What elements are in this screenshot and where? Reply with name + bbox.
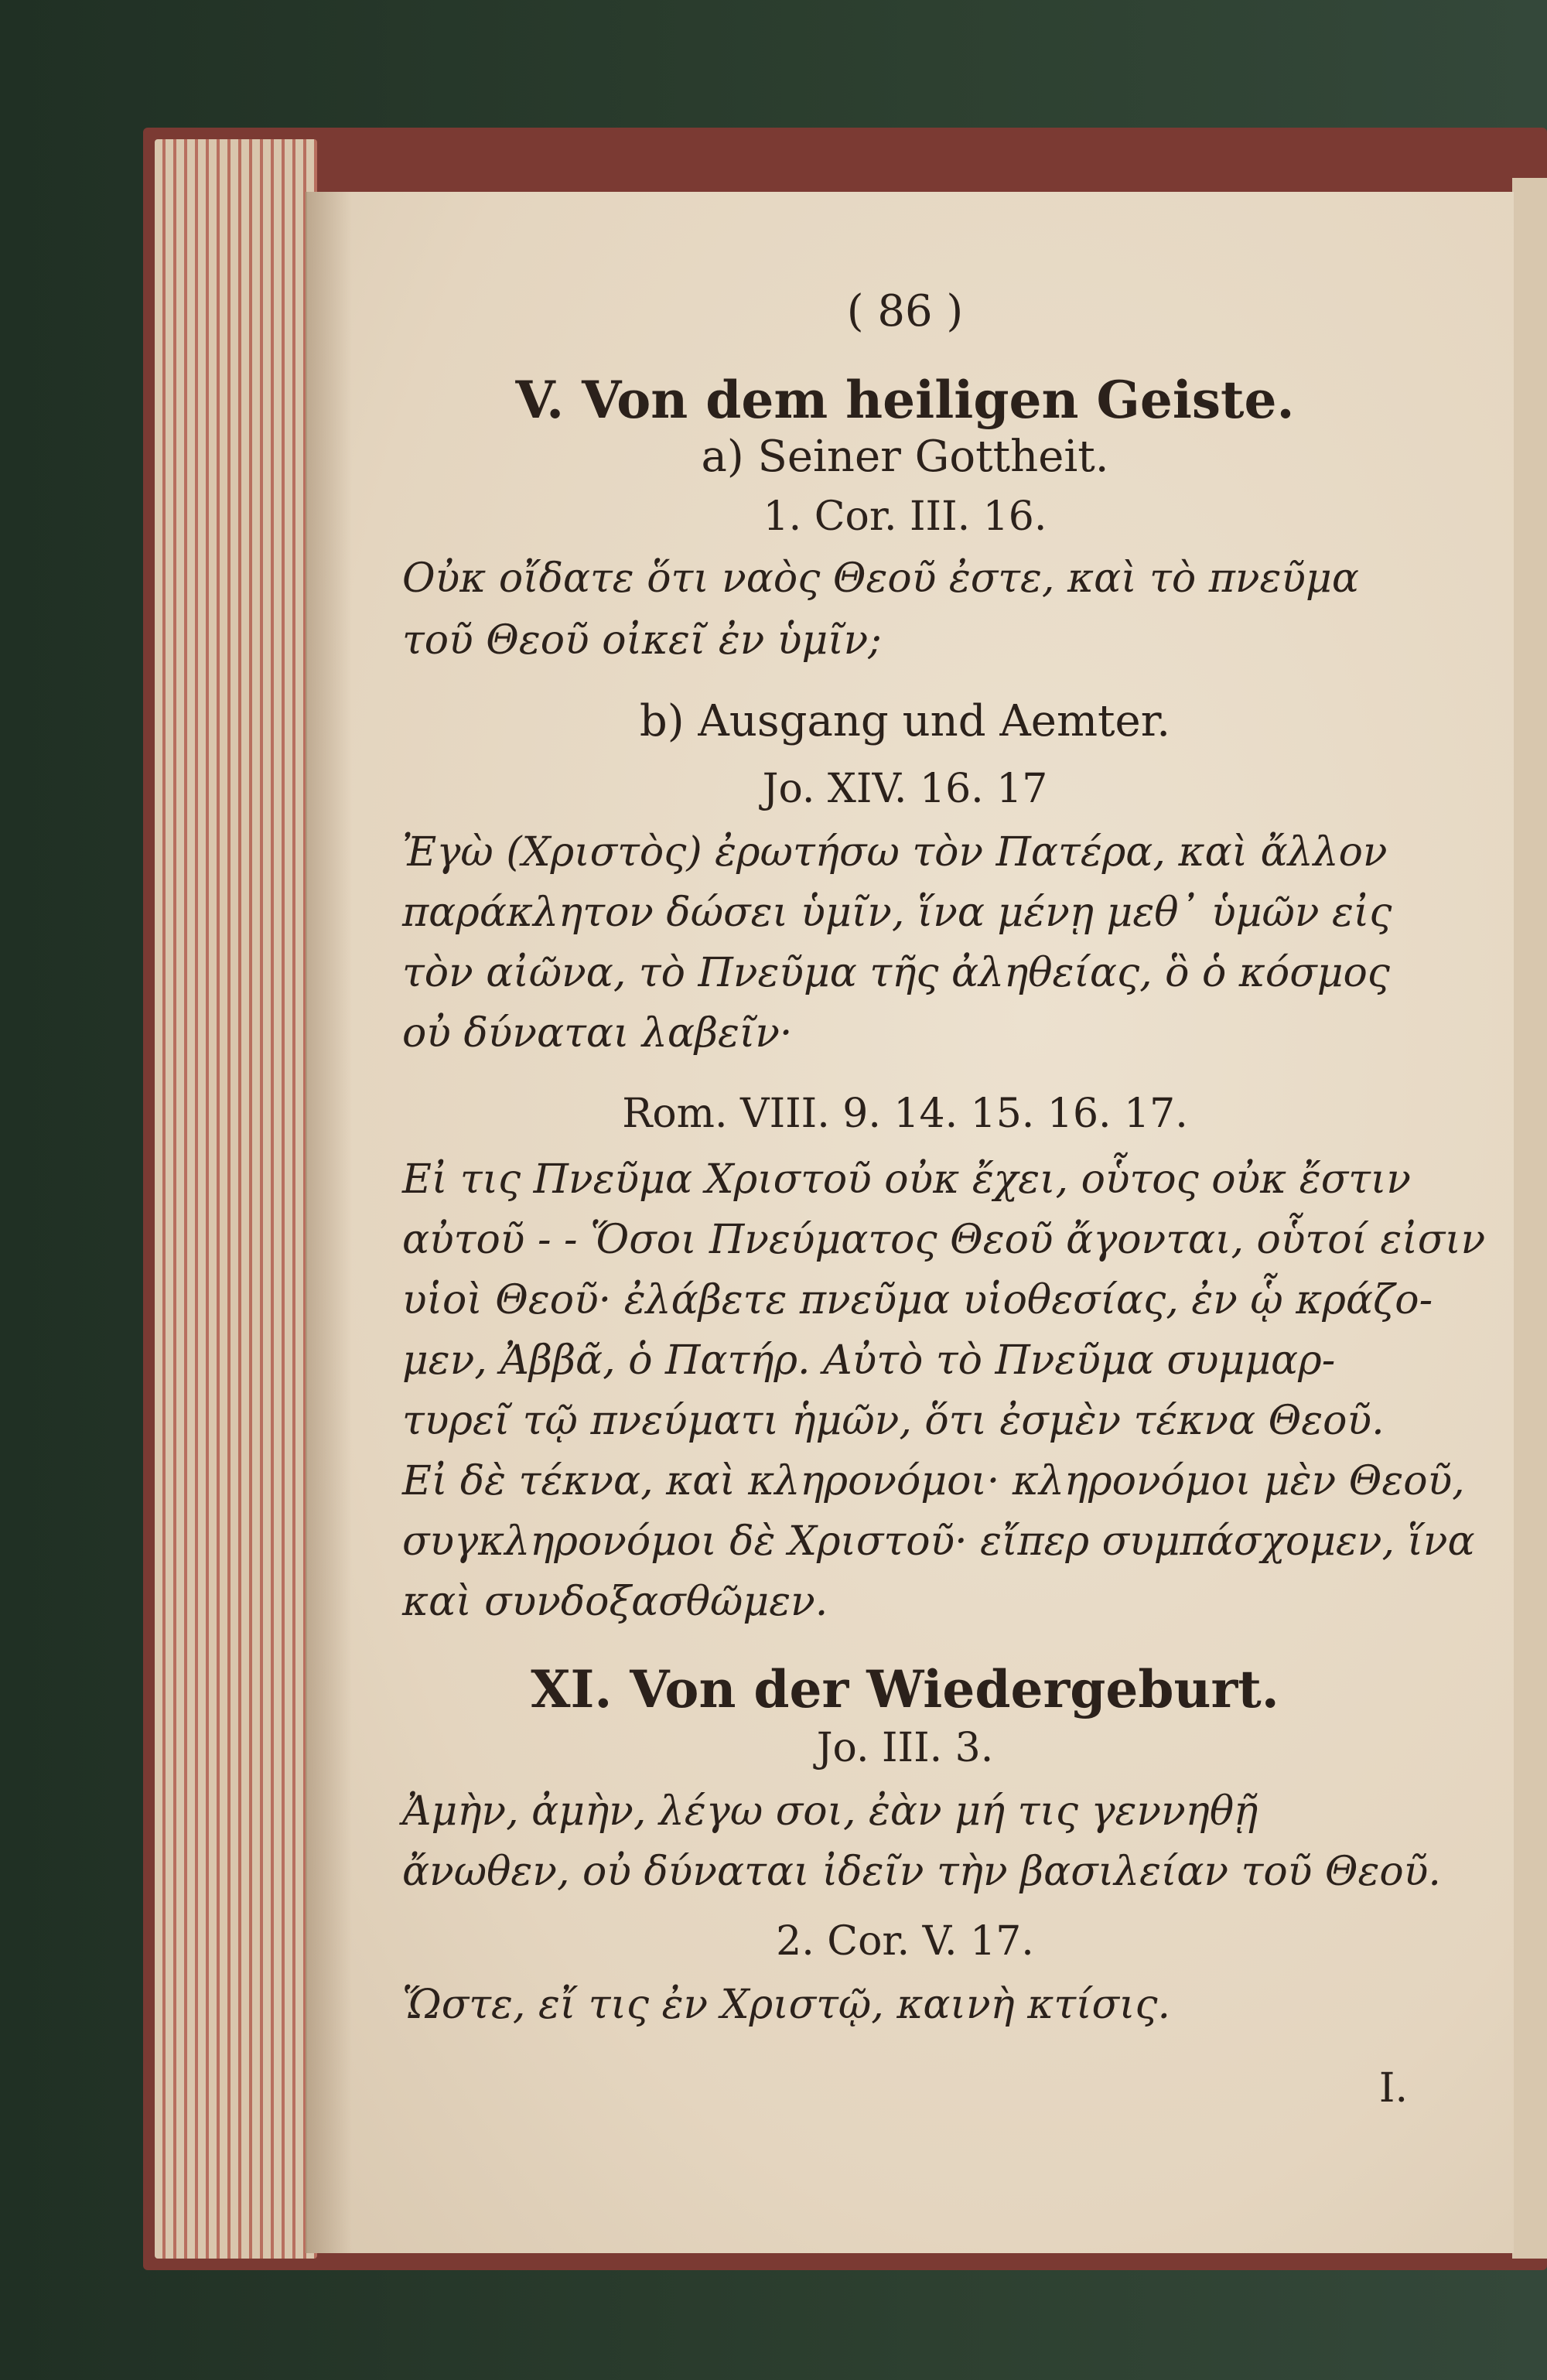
text-line: μεν, Ἀββᾶ, ὁ Πατήρ. Αὐτὸ τὸ Πνεῦμα συμμαρ- [402,1337,1336,1384]
catchword: I. [1378,2065,1408,2112]
text-line: ἄνωθεν, οὐ δύναται ἰδεῖν τὴν βασιλείαν τοῦ Θεοῦ. [402,1849,1441,1895]
reference-1: 1. Cor. III. 16. [763,493,1047,540]
text-line: αὐτοῦ - - Ὅσοι Πνεύματος Θεοῦ ἄγονται, οὗτοί εἰσιν [402,1217,1486,1263]
text-line: τοῦ Θεοῦ οἰκεῖ ἐν ὑμῖν; [402,617,882,664]
text-line: τυρεῖ τῷ πνεύματι ἡμῶν, ὅτι ἐσμὲν τέκνα Θεοῦ. [402,1398,1385,1444]
text-line: Εἰ τις Πνεῦμα Χριστοῦ οὐκ ἔχει, οὗτος οὐκ ἔστιν [402,1156,1411,1203]
text-line: Ὥστε, εἴ τις ἐν Χριστῷ, καινὴ κτίσις. [402,1982,1171,2028]
section-title-2: XI. Von der Wiedergeburt. [531,1659,1279,1719]
text-line: Εἰ δὲ τέκνα, καὶ κληρονόμοι· κληρονόμοι μὲν Θεοῦ, [402,1458,1465,1504]
page-edges [155,139,317,2259]
reference-3: Rom. VIII. 9. 14. 15. 16. 17. [622,1091,1188,1137]
section-title: V. Von dem heiligen Geiste. [515,370,1295,430]
text-line: παράκλητον δώσει ὑμῖν, ἵνα μένῃ μεθ᾽ ὑμῶν εἰς [402,890,1392,936]
text-line: οὐ δύναται λαβεῖν· [402,1010,793,1057]
text-line: συγκληρονόμοι δὲ Χριστοῦ· εἴπερ συμπάσχομεν, ἵνα [402,1518,1475,1565]
text-line: Ἀμὴν, ἀμὴν, λέγω σοι, ἐὰν μή τις γεννηθῇ [402,1788,1258,1835]
text-line: καὶ συνδοξασθῶμεν. [402,1579,828,1625]
facing-page-edge [1512,178,1547,2259]
subheading-b: b) Ausgang und Aemter. [639,696,1171,746]
text-line: Ἐγὼ (Χριστὸς) ἐρωτήσω τὸν Πατέρα, καὶ ἄλλον [402,829,1388,876]
subheading-a: a) Seiner Gottheit. [701,432,1109,482]
text-line: υἱοὶ Θεοῦ· ἐλάβετε πνεῦμα υἱοθεσίας, ἐν ᾧ κράζο- [402,1277,1433,1323]
running-head: ( 86 ) [846,286,964,336]
reference-2: Jo. XIV. 16. 17 [762,766,1048,812]
text-line: τὸν αἰῶνα, τὸ Πνεῦμα τῆς ἀληθείας, ὃ ὁ κόσμος [402,950,1390,996]
reference-5: 2. Cor. V. 17. [776,1918,1034,1965]
reference-4: Jo. III. 3. [816,1725,994,1771]
text-line: Οὐκ οἴδατε ὅτι ναὸς Θεοῦ ἐστε, καὶ τὸ πνεῦμα [402,555,1359,602]
gutter-shadow [306,192,352,2253]
